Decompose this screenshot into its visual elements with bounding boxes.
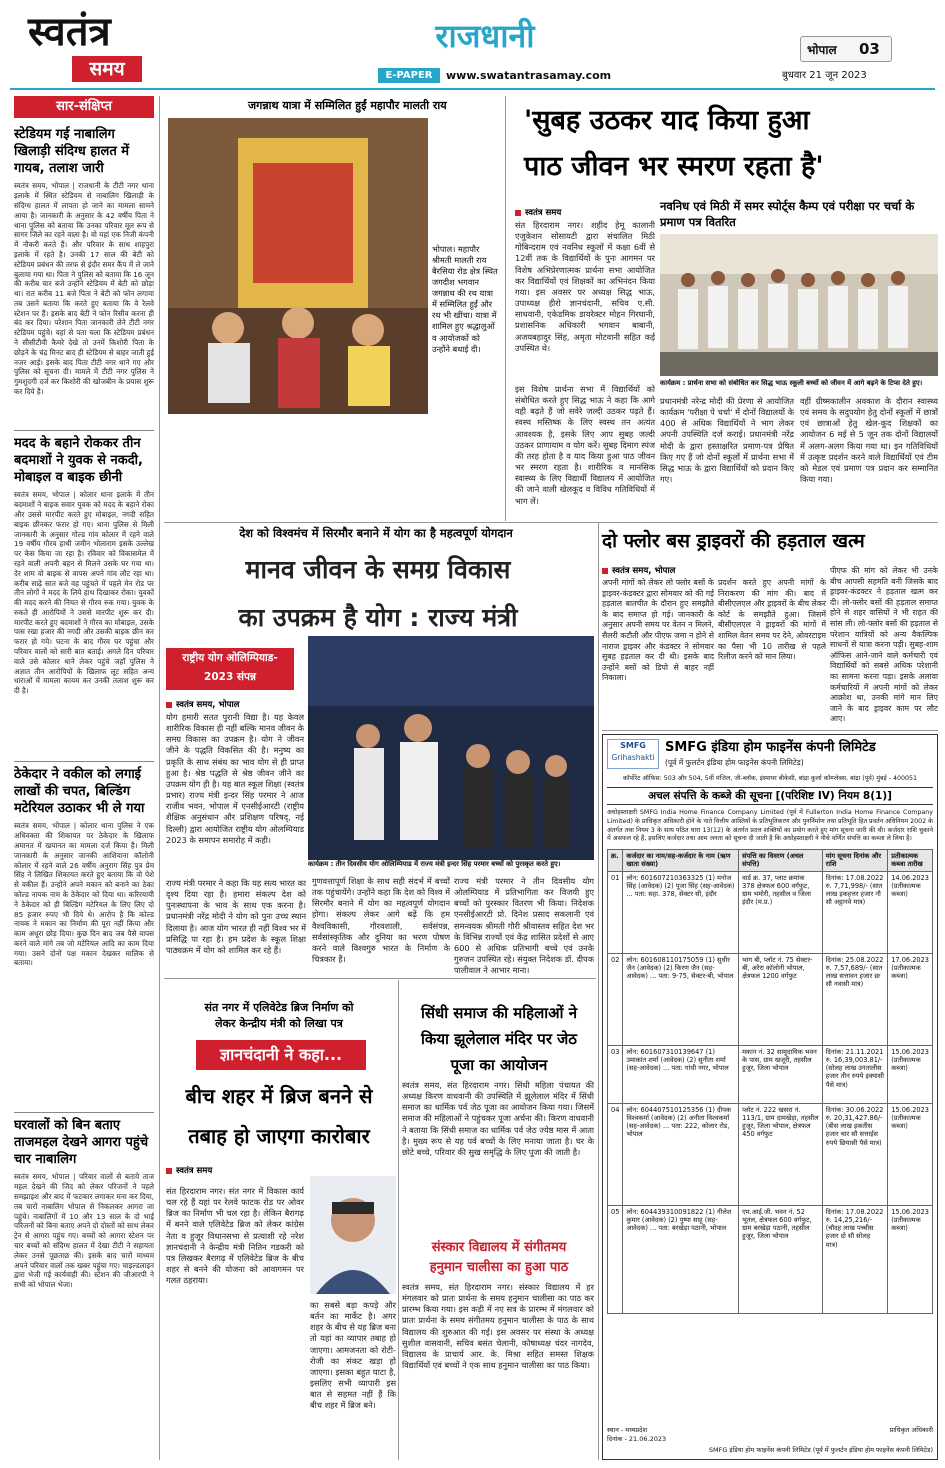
smfg-notice <box>602 734 938 1460</box>
bridge-byline <box>166 1165 306 1176</box>
horizontal-rule <box>602 730 938 731</box>
byline-text: स्वतंत्र समय <box>176 1166 213 1176</box>
sidebar-item-body: स्वतंत्र समय, भोपाल | कोलार थाना पुलिस ने एक अधिवक्ता की शिकायत पर ठेकेदार के खिलाफ अमानत में खयानत का मामला दर्ज किया है। मिली जानकारी के अनुसार जानकी आशियाना कॉलोनी कोलार में रहने वाले 26 वर्षीय अनुराग सिंह पुत्र प्रेम सिंह ने लिखित शिकायत करते हुए बताया कि वो पेशे से वकील हैं। उन्होंने अपने मकान को बनाने का ठेका कोल्ड नायक नाम के ठेकेदार को दिया था। करिरयायी ने ठेकेदार को ही बिल्डिंग मटेरियल के लिए लिए दो 85 हजार रुपए भी दिये थे। आरोप है कि कोल्ड नायक ने मकान का निर्माण की पूरा नहीं किया और काम अधूरा छोड़ दिया। कुछ दिन बाद जब पैसे वापस करने वाले मांगे तब जो मटेरियल आदि का काम दिया गया। उसने दोनों पक्ष मकान देखकर मालिक से बताया। <box>14 821 154 968</box>
ad-cell-borrower: लोन: 601608110175059 (1) सुधीर जैन (आवेदक) (2) किरण जैन (सह-आवेदक) ... पता: 9-75, सेक्टर-बी, भोपाल <box>623 953 739 1045</box>
page-number-circle <box>859 38 883 60</box>
yoga-headline-2: का उपक्रम है योग : राज्य मंत्री <box>238 603 518 632</box>
strike-col3: पीएफ की मांग को लेकर भी उनके बीच आपसी सहमति बनी जिसके बाद ड्राइवर-कंडक्टर ने हड़ताल खत्म कर दी। लो-फ्लोर बसों की हड़ताल समाप्त होने से शहर वासियों ने भी राहत की सांस ली। लो-फ्लोर बसों की हड़ताल से परेशान यात्रियों को अन्य वैकल्पिक साधनों से यात्रा करना पड़ी। सुबह-शाम ऑफिस आने-जाने वाले कर्मचारी एवं विद्यार्थियों को सबसे अधिक परेशानी का सामना करना पड़ा। इसके अलावा कर्मचारियों में अपनी मांगों को लेकर आक्रोश था, उनकी मांगे मान लिए जाने के बाद ड्राइवर काम पर लौट आए। <box>830 566 938 724</box>
col-divider <box>398 980 399 1460</box>
ad-intro: अधोहस्ताक्षरी SMFG India Home Finance Company Limited (पूर्व में Fullerton India Home Finance Company Limited) के प्राधिकृत अधिकारी होने के नाते वित्तीय आस्तियों के प्रतिभूतिकरण और पुनर्निर्माण तथा प्रतिभूति हित प्रवर्तन अधिनियम 2002 के अंतर्गत तथा नियम 3 के साथ पठित धारा 13(12) के अंतर्गत प्रदत्त शक्तियों का प्रयोग करते हुए मांग सूचना जारी की थी। कर्जदार राशि चुकाने में असफल रहे हैं, इसलिए कर्जदार तथा आम जनता को सूचना दी जाती है कि अधोहस्ताक्षरी ने नीचे वर्णित संपत्ति का कब्जा ले लिया है। <box>607 809 933 843</box>
ad-cell-demand: दिनांक: 25.08.2022 रु. 7,57,689/- (सात लाख सत्तावन हजार छः सौ नवासी मात्र) <box>822 953 888 1045</box>
sidebar-item <box>14 1117 154 1457</box>
ad-cell-demand: दिनांक: 30.06.2022 रु. 20,31,427.86/- (बीस लाख इकतीस हजार चार सौ सत्ताईस रुपये छियासी पैसे मात्र) <box>822 1103 888 1205</box>
sindhi-body: स्वतंत्र समय, संत हिरदाराम नगर। सिंधी महिला पंचायत की अध्यक्ष किरण वाधवानी की उपस्थिति में झूलेलाल मंदिर में सिंधी समाज का धार्मिक पर्व जेठ पूजा का आयोजन किया गया। जिसमें समाज की महिलाओं ने पहुंचकर पूजा अर्चना की। किरण वाधवानी ने बताया कि सिंधी समाज का धार्मिक पर्व जेठ ज्येष्ठ मास में आता है। मुख्य रूप से यह पर्व बच्चों के लिए मनाया जाता है। घर के छोटे बच्चे, परिवार की सुख समृद्धि के लिए पूजा की जाती है। <box>402 1080 594 1157</box>
logo-bottom: समय <box>89 58 125 80</box>
bridge-headline-1: बीच शहर में ब्रिज बनने से <box>185 1084 373 1108</box>
issue-date: बुधवार 21 जून 2023 <box>782 70 867 81</box>
yoga-col2: राज्य मंत्री परमार ने कहा कि यह सत्य भारत का दृश्य दिया रहा है। हमारा संकल्प देश को पुनःस्थापना के भाव के साथ एक करना है। प्रधानमंत्री नरेंद्र मोदी ने योग को पुनः उच्च स्थान दिलाया है। आज योग भारत ही नहीं विश्व भर में प्रसिद्धि पा रहा है। हम प्रदेश के स्कूल शिक्षा पाठ्यक्रम में योग को शामिल कर रहे हैं। <box>166 878 306 955</box>
sidebar-item-title: मदद के बहाने रोककर तीन बदमाशों ने युवक से नकदी, मोबाइल व बाइक छीनी <box>14 436 143 486</box>
sindhi-headline-2: किया झूलेलाल मंदिर पर जेठ <box>420 1030 578 1048</box>
byline-text: स्वतंत्र समय, भोपाल <box>612 566 676 576</box>
sanskar-headline-1: संस्कार विद्यालय में संगीतमय <box>431 1240 567 1255</box>
ad-logo-bottom: Grihashakti <box>611 753 655 762</box>
divider <box>14 761 154 762</box>
divider <box>14 1112 154 1113</box>
ad-cell-property: मकान नं. 32 सामुदायिक भवन के पास, ग्राम खजूरी, तहसील हुजूर, जिला भोपाल <box>739 1045 823 1103</box>
table-row <box>608 871 933 953</box>
epaper-label: E-PAPER <box>385 70 433 81</box>
ad-cell-date: 14.06.2023 (प्रतीकात्मक कब्जा) <box>888 871 933 953</box>
ad-col-demand: मांग सूचना दिनांक और राशि <box>822 850 888 871</box>
city-label: भोपाल <box>807 43 837 57</box>
ad-address: कॉर्पोरेट ऑफिस: 503 और 504, 5वीं मंजिल, जी-ब्लॉक, इंस्पायर बीकेसी, बांद्रा कुर्ला कॉम्प्लेक्स, बांद्रा (पूर्व) मुंबई - 400051 <box>622 775 918 782</box>
byline-text: स्वतंत्र समय, भोपाल <box>176 700 240 710</box>
sidebar-item-title: स्टेडियम गई नाबालिग खिलाड़ी संदिग्ध हालत में गायब, तलाश जारी <box>14 127 130 177</box>
ad-place: स्थान - मध्यप्रदेश <box>607 1426 647 1434</box>
table-row <box>608 1045 933 1103</box>
ad-table-header <box>608 850 933 871</box>
ad-notice-title: अचल संपत्ति के कब्जे की सूचना [(परिशिष्ट IV) नियम 8(1)] <box>607 787 933 805</box>
sidebar <box>14 96 154 1460</box>
prarthana-headline-2: पाठ जीवन भर स्मरण रहता है' <box>524 151 824 182</box>
prarthana-photo <box>660 234 938 376</box>
ad-signature: प्राधिकृत अधिकारी <box>889 1426 933 1434</box>
yoga-col4: राज्य मंत्री परमार ने तीन दिवसीय योग ओलम्पियाड में प्रतिभागिता कर विजयी हुए बच्चों को पुरस्कार वितरण भी किया। निदेशक एनसीईआरटी प्रो. दिनेश प्रसाद सकलानी एवं समन्वयक श्रीमती गौरी श्रीवास्तव सहित देश भर के विभिन्न राज्यों एवं केंद्र शासित प्रदेशों से आए 600 से अधिक प्रतिभागी बच्चे एवं उनके गुरुजन उपस्थित रहे। संयुक्त निदेशक डॉ. दीपक पालीवाल ने आभार माना। <box>454 876 594 976</box>
yoga-col3: गुणवत्तापूर्ण शिक्षा के साथ सही संदर्भ में बच्चों तक पहुंचायेंगे। उन्होंने कहा कि देश को विश्व में सिरमौर बनाने में योग का महत्वपूर्ण योगदान होगा। संकल्प लेकर आगे बढ़ें कि हम वैश्वविकासी, गौरवशाली, सर्वसंपन्न, सर्वसांस्कृतिक और दुनिया का भरण पोषण करने वाले विश्वगुरु भारत के निर्माण के चित्रकार हैं। <box>312 876 450 965</box>
page-number: 03 <box>859 40 880 58</box>
ad-cell-borrower: लोन: 604439310091822 (1) नीलेश कुमार (आवेदक) (2) पुष्पा साहू (सह-आवेदक) ... पता: बरखेड़ा पठानी, भोपाल <box>623 1205 739 1313</box>
logo-top: स्वतंत्र <box>28 9 111 55</box>
website-link[interactable]: www.swatantrasamay.com <box>446 69 612 82</box>
table-row <box>608 1205 933 1313</box>
prarthana-col3: प्रधानमंत्री नरेन्द्र मोदी की प्रेरणा से आयोजित कार्यक्रम 'परीक्षा पे चर्चा' में दोनों विद्यालयों के 400 से अधिक विद्यार्थियों ने भाग लेकर अपनी उपस्थिति दर्ज कराई। प्रधानमंत्री नरेंद्र मोदी के द्वारा हस्ताक्षरित प्रमाण-पत्र प्रेषित किए गए हैं जो दोनों स्कूलों में प्रार्थना सभा में सिद्ध भाऊ के द्वारा विद्यार्थियों को प्रदान किए गए। <box>660 396 794 485</box>
strike-col2: प्रदर्शन करते हुए अपनी मांगों के निराकरण की मांग की। बाद में बीसीएलएल और ड्राइवरों के बीच लेकर कोर्ट के समझौते हुआ। जिसमें बीसीएलएल ने ड्राइवरों की मांगों में शामिल वेतन समय पर देने, ओवरटाइम का पैसा भी 10 तारीख से पहले रिलीज करने को मान लिया। <box>718 578 826 662</box>
ad-cell-demand: दिनांक: 17.08.2022 रु. 14,25,216/- (चौदह लाख पच्चीस हजार दो सौ सोलह मात्र) <box>822 1205 888 1313</box>
yoga-byline <box>166 699 306 710</box>
byline-text: स्वतंत्र समय <box>525 208 562 218</box>
col-divider <box>598 522 599 1460</box>
ad-cell-no: 03 <box>608 1045 623 1103</box>
bridge-portrait <box>310 1176 396 1294</box>
masthead-rule <box>10 88 935 90</box>
prarthana-col4: वहीं ग्रीष्मकालीन अवकाश के दौरान स्वास्थ्य एवं समय के सदुपयोग हेतु दोनों स्कूलों में छात्रों एवं छात्राओं हेतु खेल-कूद शिक्षकों का आयोजन 6 मई से 5 जून तक दोनों विद्यालयों में अलग-अलग किया गया था। इन गतिविधियों में उत्कृष्ट प्रदर्शन करने वाले विद्यार्थियों एवं टीम को मेडल एवं प्रमाण पत्र प्रदान कर सम्मानित किया गया। <box>800 396 938 485</box>
byline-marker <box>515 210 521 216</box>
sanskar-body: स्वतंत्र समय, संत हिरदाराम नगर। संस्कार विद्यालय में हर मंगलवार को प्रातः प्रार्थना के समय हनुमान चालीसा का पाठ कर प्रारम्भ किया गया। इस कड़ी में नए सत्र के प्रारम्भ में मंगलवार को प्रातः प्रार्थना के समय संगीतमय हनुमान चालीसा के पाठ के साथ विद्यालय की शुरुआत की गई। इस अवसर पर संस्था के अध्यक्ष सुशील वासवानी, सचिव बसंत चेलानी, कोषाध्यक्ष चंदर नागदेव, विद्यालय के प्राचार्य आर. के. मिश्रा सहित समस्त शिक्षक विद्यार्थियों एवं बच्चों ने एक साथ हनुमान चालीसा का पाठ किया। <box>402 1282 594 1371</box>
yoga-col1: योग हमारी सतत पुरानी विद्या है। यह केवल शारीरिक विकास ही नहीं बल्कि मानव जीवन के समग्र विकास का उपक्रम है। योग ने जीवन जीने के पद्धति विकसित की है। मनुष्य का प्रकृति के साथ संबंध का भाव योग से ही प्राप्त हुआ है। श्रेष्ठ पद्धति से श्रेष्ठ जीवन जीने का उपक्रम योग ही है। यह बात स्कूल शिक्षा (स्वतंत्र प्रभार) राज्य मंत्री इन्दर सिंह परमार ने आज राजीव भवन, भोपाल में एनसीईआरटी (राष्ट्रीय शैक्षिक अनुसंधान और प्रशिक्षण परिषद्, नई दिल्ली) द्वारा आयोजित राष्ट्रीय योग ओलम्पियाड 2023 के समापन समारोह में कही। <box>166 712 304 845</box>
bridge-kicker-2: लेकर केन्द्रीय मंत्री को लिखा पत्र <box>215 1017 343 1030</box>
sidebar-item-title: घरवालों को बिन बताए ताजमहल देखने आगरा पहुंचे चार नाबालिग <box>14 1118 149 1168</box>
bridge-badge <box>196 1040 366 1070</box>
ad-cell-demand: दिनांक: 21.11.2021 रु. 16,39,003.81/- (सोलह लाख उनतालीस हजार तीन रुपये इक्यासी पैसे मात्र) <box>822 1045 888 1103</box>
rathyatra-headline: जगन्नाथ यात्रा में सम्मिलित हुईं महापौर मालती राय <box>248 99 447 112</box>
sidebar-item-body: स्वतंत्र समय, भोपाल | परिवार वालों से बताये ताज महल देखने की जिद को लेकर परिजनों ने पहले समझाइश और बाद में फटकार लगाकर मना कर दिया, तब चारों नाबालिग भोपाल से निकलकर आगरा जा पहुंचे। नाबालिगों में 10 और 13 साल के दो भाई परिजनों को बिना बताए अपने दो दोस्तों को साथ लेकर ट्रेन से आगरा पहुंच गए। बच्चों को आगरा स्टेशन पर चार बच्चों को संदिग्ध हालत में देखा टीटी ने सहायता लेकर उनसे पूछताछ की। इसके बाद चारों माध्यम अपने परिवार वालों तक खबर पहुंचा गए। चाइल्डलाइन द्वारा भेजी गई कार्यवाही की। स्टेशन की जीआरपी ने सभी को भोपाल भेजा। <box>14 1172 154 1290</box>
bridge-col1: संत हिरदाराम नगर। संत नगर में विकास कार्य चल रहे हैं यहां पर रेलवे फाटक रोड पर ओवर ब्रिज का निर्माण भी चल रहा है। लेकिन बैरागढ़ में बनने वाले एलिवेटेड ब्रिज को लेकर कांग्रेस नेता व हुजूर विधानसभा से प्रत्याशी रहे नरेश ज्ञानचंदानी ने केन्द्रीय मंत्री नितिन गडकरी को पत्र लिखकर बैरागढ़ में एलिवेटेड ब्रिज के बीच शहर से बनने की योजना को आवागमन पर गलत ठहराया। <box>166 1186 304 1286</box>
epaper-box <box>378 68 440 83</box>
rathyatra-photo-art <box>168 118 428 414</box>
horizontal-rule <box>164 978 596 979</box>
prarthana-headline-1: 'सुबह उठकर याद किया हुआ <box>524 105 810 136</box>
logo-bottom-box <box>72 56 142 82</box>
table-row <box>608 953 933 1045</box>
strike-headline: दो फ्लोर बस ड्राइवरों की हड़ताल खत्म <box>602 530 865 552</box>
ad-cell-date: 15.06.2023 (प्रतीकात्मक कब्जा) <box>888 1205 933 1313</box>
ad-cell-no: 02 <box>608 953 623 1045</box>
bridge-badge-label: ज्ञानचंदानी ने कहा... <box>219 1045 343 1064</box>
yoga-badge-line2: 2023 संपन्न <box>204 671 256 683</box>
prarthana-col1: संत हिरदाराम नगर। शहीद हेमू कालानी एजुकेशन सोसायटी द्वारा संचालित मिठी गोबिन्दराम एवं नवनिध स्कूलों में कक्षा 6वीं से 12वीं तक के विद्यार्थियों के पुनः आगमन पर विशेष अभिप्रेरणात्मक प्रार्थना सभा आयोजित कर विद्यार्थियों एवं शिक्षकों का अभिनंदन किया गया। इस अवसर पर अध्यक्ष सिद्ध भाऊ, उपाध्यक्ष हीरो ज्ञानचंदानी, सचिव ए.सी. साधवानी, एकेडमिक डायरेक्टर मोहन गिरघानी, प्रशासनिक अधिकारी भगवान बाबानी, अजयबहादुर सिंह, अमृता मोटवानी सहित कई उपस्थित थे। <box>515 220 655 353</box>
masthead <box>0 0 945 90</box>
ad-logo <box>607 739 659 769</box>
bridge-kicker-1: संत नगर में एलिवेटेड ब्रिज निर्माण को <box>204 1001 354 1014</box>
ad-logo-top: SMFG <box>620 741 646 750</box>
ad-footer <box>607 1426 933 1455</box>
prarthana-subhead: नवनिध एवं मिठी में समर स्पोर्ट्स कैम्प एवं परीक्षा पर चर्चा के प्रमाण पत्र वितरित <box>660 199 915 229</box>
portrait-art <box>310 1176 396 1294</box>
sindhi-headline-3: पूजा का आयोजन <box>450 1056 548 1074</box>
yoga-headline-1: मानव जीवन के समग्र विकास <box>245 555 511 584</box>
sidebar-item-title: ठेकेदार ने वकील को लगाई लाखों की चपत, बिल्डिंग मटेरियल उठाकर भी ले गया <box>14 767 145 817</box>
ad-cell-date: 15.06.2023 (प्रतीकात्मक कब्जा) <box>888 1103 933 1205</box>
ad-cell-property: एम.आई.जी. भवन नं. 52 भूतल, क्षेत्रफल 600 वर्गफुट, ग्राम बरखेड़ा पठानी, तहसील हुजूर, जिला भोपाल <box>739 1205 823 1313</box>
ad-cell-date: 17.06.2023 (प्रतीकात्मक कब्जा) <box>888 953 933 1045</box>
horizontal-rule <box>164 522 938 523</box>
ad-col-borrower: कर्जदार का नाम/सह-कर्जदार के नाम (ऋण खाता संख्या) <box>623 850 739 871</box>
ad-cell-property: भाग बी, प्लॉट नं. 75 सेक्टर-बी, अरेरा कॉलोनी भोपाल, क्षेत्रफल 1200 वर्गफुट <box>739 953 823 1045</box>
prarthana-photo-caption: कार्यक्रम : प्रार्थना सभा को संबोधित कर सिद्ध भाऊ स्कूली बच्चों को जीवन में आगे बढ़ने के टिप्स देते हुए। <box>660 379 923 387</box>
yoga-badge-line1: राष्ट्रीय योग ओलिम्पियाड- <box>182 652 278 664</box>
ad-date: दिनांक - 21.06.2023 <box>607 1435 667 1443</box>
ad-cell-no: 04 <box>608 1103 623 1205</box>
rathyatra-caption: भोपाल। महापौर श्रीमती मालती राय बैरसिया रोड क्षेत्र स्थित जगदीश भगवान जगन्नाथ की रथ यात्रा में सम्मिलित हुईं और रथ भी खींचा। यात्रा में शामिल हुए श्रद्धालुओं व आयोजकों को उन्होंने बधाई दी। <box>432 244 498 354</box>
prarthana-col2: इस विशेष प्रार्थना सभा में विद्यार्थियों को संबोधित करते हुए सिद्ध भाऊ ने कहा कि आगे वही बढ़ते हैं जो सवेरे जल्दी उठकर पढ़ते हैं। स्वस्थ मस्तिष्क के लिए स्वस्थ तन अत्यंत आवश्यक है, इसके लिए आप सुबह जल्दी उठकर प्राणायाम व योग करें। सुबह दिमाग स्पंज की तरह होता है व याद किया हुआ पाठ जीवन भर स्मरण रहता है। शारीरिक व मानसिक स्वास्थ्य के लिए विद्यार्थी विद्यालय में आयोजित की जाने वाली खेलकूद व विविध गतिविधियों में भाग लें। <box>515 384 655 506</box>
ad-cell-property: प्लॉट नं. 222 खसरा नं. 113/1, ग्राम दामखेड़ा, तहसील हुजूर, जिला भोपाल, क्षेत्रफल 450 वर्गफुट <box>739 1103 823 1205</box>
ad-cell-no: 05 <box>608 1205 623 1313</box>
table-row <box>608 1103 933 1205</box>
ad-cell-borrower: लोन: 604407510125356 (1) दीपक विश्वकर्मा (आवेदक) (2) अनीता विश्वकर्मा (सह-आवेदक) ... पता: 222, कोलार रोड, भोपाल <box>623 1103 739 1205</box>
sidebar-item-body: स्वतंत्र समय, भोपाल | कोलार थाना इलाके में तीन बदमाशों ने बाइक सवार युवक को मदद के बहाने रोका और उससे मारपीट करते हुए मोबाइल, नगदी सहित बाइक छीनकर फरार हो गए। थाना पुलिस से मिली जानकारी के अनुसार गोल्ड गांव कोलार में रहने वाले 19 वर्षीय गौरव हाथी जमीन भोलाराम इसके उल्लेख पर केस किया जा रहा है। रविवार को विकासमेल में रहने वाली अपनी बहन से मिलने उसके घर गया था। देर शाम वो बाइक से वापस अपने गांव लौट रहा था। करीब साढ़े सात बजे वह पहुंचते में पहले मेन रोड पर तीन लोगों ने मदद के लिये हाथ दिखाकर रोका। युवकों की मदद करने की नियत से गौरव रुक गया। युवक के रुकते ही आरोपियों ने उससे मारपीट शुरू कर दी। मारपीट करते हुए बदमाशों ने गौरव का मोबाइल, उसके पास रखा हजार की नगदी और उसकी बाइक छीन कर फरार हो गये। घटना के बाद गौरव घर पहुंचा और परिवार वालों को सारी बात बताई। अगले दिन परिवार वाले उसे कोलार थाने लेकर पहुंचे जहाँ पुलिस ने अज्ञात तीन आरोपियों के खिलाफ लूट सहित अन्य धाराओं में मामला कायम कर उनकी तलाश शुरू कर दी है। <box>14 490 154 696</box>
ad-subtitle: (पूर्व में फुलर्टन इंडिया होम फाइनेंस कंपनी लिमिटेड) <box>665 758 804 767</box>
ad-cell-no: 01 <box>608 871 623 953</box>
byline-marker <box>166 702 172 708</box>
ad-title: SMFG इंडिया होम फाइनेंस कंपनी लिमिटेड <box>665 740 876 755</box>
strike-col1: अपनी मांगों को लेकर लो फ्लोर बसों के ड्राइवर-कंडक्टर द्वारा सोमवार को की गई हड़ताल बातचीत के दौरान हुए समझौते के बाद समाप्त हो गई। जानकारी के अनुसार अपनी समय पर वेतन न मिलने, सैलरी कटौती और पीएफ जमा न होने से नाराज ड्राइवर और कंडक्टर ने सोमवार सुबह हड़ताल कर दी थी। इसके बाद उन्होंने बसों को डिपो से बाहर नहीं निकाला। <box>602 578 714 683</box>
yoga-photo-art <box>308 636 594 860</box>
bridge-headline-2: तबाह हो जाएगा कारोबार <box>188 1124 370 1148</box>
city-box <box>800 36 892 62</box>
yoga-badge <box>166 648 294 690</box>
ad-cell-demand: दिनांक: 17.08.2022 रु. 7,71,998/- (सात लाख इकहत्तर हजार नौ सौ अट्ठानवे मात्र) <box>822 871 888 953</box>
sidebar-header-label: सार-संक्षिप्त <box>56 99 112 114</box>
prarthana-photo-art <box>660 234 938 376</box>
ad-cell-borrower: लोन: 601607210363325 (1) मनोज सिंह (आवेदक) (2) पूजा सिंह (सह-आवेदक) ... पता: सहा. 378, सेक्टर सी, इंदौर <box>623 871 739 953</box>
ad-footer-company: SMFG इंडिया होम फाइनेंस कंपनी लिमिटेड (पूर्व में फुलर्टन इंडिया होम फाइनेंस कंपनी लिमिटेड) <box>708 1446 933 1454</box>
sidebar-item-body: स्वतंत्र समय, भोपाल | राजधानी के टीटी नगर थाना इलाके में स्थित स्टेडियम से नाबालिग खिलाड़ी के संदिग्ध हालत में लापता हो जाने का मामला सामने आया है। जानकारी के अनुसार के 42 वर्षीय पिता ने थाना पुलिस को बताया कि उनका परिवार मूल रूप से सागर जिले का रहने वाला है। वो यहां एक निजी कंपनी में नौकरी करते हैं। और परिवार के साथ शाहपुरा इलाके में रहते है। उनकी 17 साल की बेटी को स्टेडियम प्रबंधन की तरफ से इंदौर समर कैंप में ले जाने बुलाया गया था। पिता ने पुलिस को बताया कि 16 जून की करीब चार बजे उन्होंने स्टेडियम में बेटी को छोड़ा था। रात करीब 11 बजे पिता ने बेटी को फोन लगाया तब उसने बताया कि करते हुए बताया कि वे रेलवे स्टेशन पर हैं। इसके बाद बेटी ने फोन रिसीव करना ही बंद कर दिया। परेशान पिता जानकारी लेने टीटी नगर स्टेडियम पहुंचे। वहां से पता चला कि स्टेडियम प्रबंधन ने सीसीटीवी कैमरे देखे तो उनमें किशोरी पिता के छोड़ने के चंद्र मिनट बाद ही स्टेडियम से बाहर जाती हुई नजर आई। इसके बाद पिता टीटी नगर थाने गए और पुलिस को सूचना दी। मामले में टीटी नगर पुलिस ने गुमशुदगी दर्ज कर किशोरी की खोजबीन के प्रयास शुरू कर दिये है। <box>14 181 154 396</box>
sidebar-item <box>14 435 154 757</box>
yoga-kicker: देश को विश्वमंच में सिरमौर बनाने में योग का है महत्वपूर्ण योगदान <box>239 526 513 540</box>
sidebar-divider <box>159 96 160 1460</box>
ad-cell-date: 15.06.2023 (प्रतीकात्मक कब्जा) <box>888 1045 933 1103</box>
sidebar-header <box>14 96 154 118</box>
sidebar-item <box>14 766 154 1108</box>
ad-cell-borrower: लोन: 601607310139647 (1) उमाकांत शर्मा (आवेदक) (2) सुनीता शर्मा (सह-आवेदक) ... पता: गांधी नगर, भोपाल <box>623 1045 739 1103</box>
bridge-col2: का सबसे बड़ा कपड़े और बर्तन का मार्केट है। अगर शहर के बीच से यह ब्रिज बना तो यहां का व्यापार तबाह हो जाएगा। आमजनता को रोटी-रोजी का संकट खड़ा हो जाएगा। इसका बहुत घाटा है, इसलिए सभी व्यापारी इस बात से सहमत नहीं हैं कि बीच शहर में ब्रिज बने। <box>310 1300 396 1411</box>
ad-col-property: संपत्ति का विवरण (अचल संपत्ति) <box>739 850 823 871</box>
strike-byline <box>602 565 742 576</box>
ad-col-date: प्रतीकात्मक कब्जा तारीख <box>888 850 933 871</box>
ad-col-no: क्र. <box>608 850 623 871</box>
prarthana-byline <box>515 207 655 218</box>
yoga-photo <box>308 636 594 860</box>
sindhi-headline-1: सिंधी समाज की महिलाओं ने <box>420 1004 578 1022</box>
sanskar-headline-2: हनुमान चालीसा का हुआ पाठ <box>429 1260 569 1275</box>
byline-marker <box>166 1168 172 1174</box>
byline-marker <box>602 568 608 574</box>
rathyatra-photo <box>168 118 428 414</box>
sidebar-item <box>14 126 154 426</box>
col-divider <box>505 96 506 521</box>
ad-cell-property: वार्ड क्र. 37, प्लाट क्रमांक 378 क्षेत्रफल 600 वर्गफुट, ग्राम भमोरी, तहसील व जिला इंदौर (म.प्र.) <box>739 871 823 953</box>
yoga-photo-caption: कार्यक्रम : तीन दिवसीय योग ओलिम्पियाड में राज्य मंत्री इन्दर सिंह परमार बच्चों को पुरस्कृत करते हुए। <box>308 860 561 868</box>
divider <box>14 430 154 431</box>
section-title: राजधानी <box>435 17 535 55</box>
ad-table <box>607 849 933 1313</box>
